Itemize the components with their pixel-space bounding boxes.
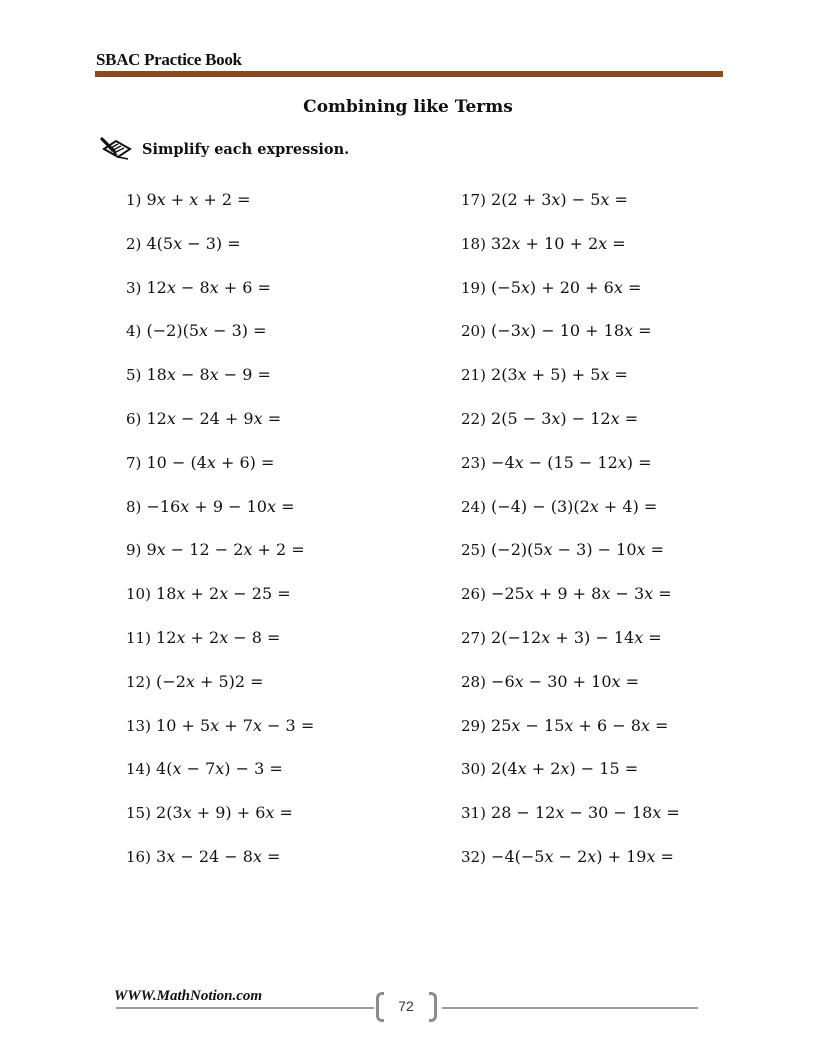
problem-number: 7) [126,453,142,472]
problem-expression: 4(𝑥 − 7𝑥) − 3 = [156,759,283,779]
left-bracket-icon [376,992,384,1022]
problem-number: 24) [461,497,486,516]
problem-expression: 9𝑥 + 𝑥 + 2 = [146,190,251,209]
problem-expression: 12𝑥 − 8𝑥 + 6 = [146,277,271,297]
problem-expression: 18𝑥 + 2𝑥 − 25 = [156,584,291,604]
problem-expression: 12𝑥 − 24 + 9𝑥 = [146,409,282,428]
problem-expression: 9𝑥 − 12 − 2𝑥 + 2 = [146,540,305,560]
problem-item [461,670,639,694]
problem-number: 5) [126,366,142,385]
problem-number: 14) [126,760,151,779]
problem-expression: −25𝑥 + 9 + 8𝑥 − 3𝑥 = [491,584,672,604]
problem-number: 32) [461,848,486,866]
problem-expression: 3𝑥 − 24 − 8𝑥 = [156,847,281,866]
problem-number: 19) [461,278,486,297]
problem-number: 9) [126,541,142,560]
problem-item [126,407,281,431]
problem-item [126,582,291,606]
footer-divider-right [442,1007,698,1009]
problem-number: 30) [461,760,486,779]
instruction [100,137,349,161]
problem-number: 16) [126,848,151,866]
problem-item [126,451,274,475]
problem-number: 6) [126,410,142,428]
problem-number: 21) [461,366,486,385]
instruction-text: Simplify each expression. [142,140,350,158]
problem-expression: 2(2 + 3𝑥) − 5𝑥 = [491,190,628,209]
problem-number: 13) [126,716,151,735]
problem-number: 28) [461,672,486,691]
problem-number: 3) [126,278,142,297]
problem-item [461,582,672,606]
problem-number: 31) [461,804,486,823]
problem-expression: (−3𝑥) − 10 + 18𝑥 = [491,321,652,341]
problem-item [461,801,680,825]
problem-item [126,188,251,212]
problem-expression: −16𝑥 + 9 − 10𝑥 = [146,496,295,516]
problem-item [461,319,652,343]
worksheet-title: Combining like Terms [303,97,513,117]
problem-expression: 12𝑥 + 2𝑥 − 8 = [156,628,281,647]
problem-item [461,757,638,781]
book-title: SBAC Practice Book [96,50,242,69]
problem-number: 4) [126,322,142,341]
problem-expression: −4𝑥 − (15 − 12𝑥) = [491,452,652,472]
problem-expression: 25𝑥 − 15𝑥 + 6 − 8𝑥 = [491,715,669,735]
problem-item [461,407,638,431]
problem-number: 1) [126,191,142,209]
problem-item [461,538,664,562]
problem-expression: 10 + 5𝑥 + 7𝑥 − 3 = [156,715,315,735]
problem-item [126,363,271,387]
problem-number: 22) [461,410,486,428]
problem-item [461,451,652,475]
problem-number: 25) [461,541,486,560]
problem-item [126,757,283,781]
problem-item [126,714,314,738]
footer-divider-left [116,1007,374,1009]
problem-item [461,626,662,650]
problem-item [126,232,241,256]
problem-expression: −6𝑥 − 30 + 10𝑥 = [491,671,640,691]
problem-expression: −4(−5𝑥 − 2𝑥) + 19𝑥 = [491,847,674,866]
pencil-paper-icon [100,137,134,161]
problem-expression: 4(5𝑥 − 3) = [146,233,241,253]
problem-item [126,495,295,519]
problem-item [126,845,280,869]
problem-expression: 2(−12𝑥 + 3) − 14𝑥 = [491,628,662,647]
problem-number: 26) [461,585,486,604]
problem-number: 18) [461,234,486,253]
problem-item [461,714,668,738]
problem-item [126,670,264,694]
problem-expression: 18𝑥 − 8𝑥 − 9 = [146,365,271,385]
problem-expression: 2(5 − 3𝑥) − 12𝑥 = [491,409,639,428]
problem-number: 23) [461,453,486,472]
problem-item [126,626,280,650]
problem-expression: 28 − 12𝑥 − 30 − 18𝑥 = [491,803,680,823]
problem-item [126,276,271,300]
problem-number: 27) [461,629,486,647]
problem-number: 11) [126,629,151,647]
problem-expression: (−2𝑥 + 5)2 = [156,671,264,691]
problem-item [126,801,293,825]
problem-expression: (−5𝑥) + 20 + 6𝑥 = [491,277,642,297]
problem-expression: 32𝑥 + 10 + 2𝑥 = [491,233,626,253]
problem-expression: 2(4𝑥 + 2𝑥) − 15 = [491,759,639,779]
header-divider [95,71,723,77]
problem-expression: 2(3𝑥 + 5) + 5𝑥 = [491,365,628,385]
problem-number: 12) [126,672,151,691]
problem-expression: (−4) − (3)(2𝑥 + 4) = [491,496,658,516]
problem-number: 8) [126,497,142,516]
problem-item [461,232,626,256]
problem-number: 2) [126,234,142,253]
problem-expression: (−2)(5𝑥 − 3) = [146,321,267,341]
problem-number: 15) [126,804,151,823]
problem-item [461,495,657,519]
problem-item [126,538,305,562]
problem-item [461,276,641,300]
problem-expression: 2(3𝑥 + 9) + 6𝑥 = [156,803,293,823]
problem-expression: (−2)(5𝑥 − 3) − 10𝑥 = [491,540,665,560]
problem-number: 17) [461,191,486,209]
problem-number: 10) [126,585,151,604]
problem-item [461,363,628,387]
problem-item [126,319,267,343]
problem-item [461,845,674,869]
right-bracket-icon [429,992,437,1022]
problem-expression: 10 − (4𝑥 + 6) = [146,452,275,472]
footer-website: WWW.MathNotion.com [114,988,263,1004]
problem-item [461,188,628,212]
problem-number: 29) [461,716,486,735]
page-number: 72 [398,998,414,1014]
problem-number: 20) [461,322,486,341]
